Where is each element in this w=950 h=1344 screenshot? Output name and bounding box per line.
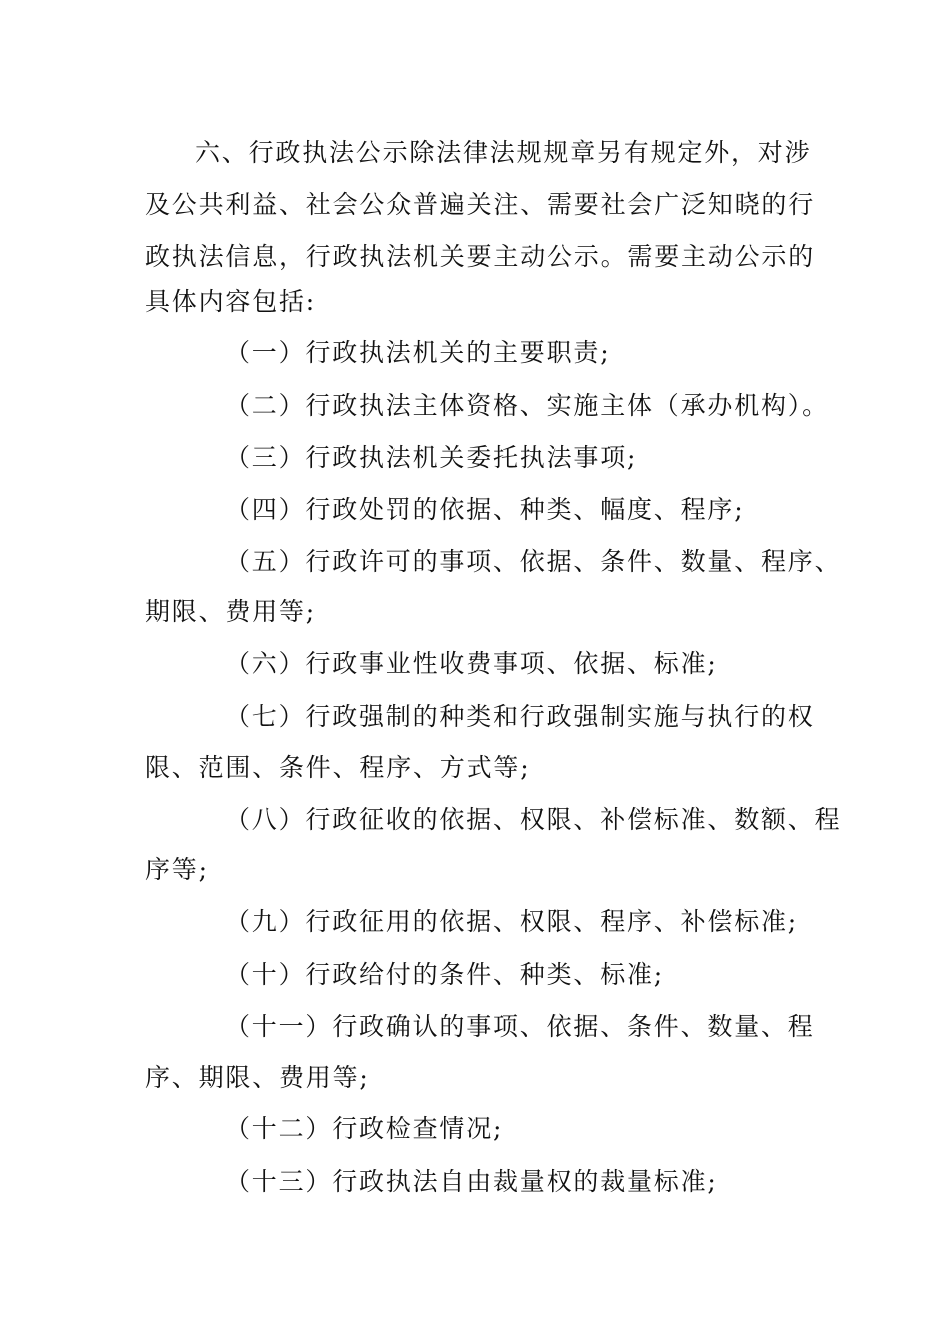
paragraph-6-line-3: 政执法信息，行政执法机关要主动公示。需要主动公示的 (145, 242, 816, 271)
paragraph-6-line-1: 六、行政执法公示除法律法规规章另有规定外，对涉 (195, 138, 812, 167)
item-10: （十）行政给付的条件、种类、标准; (225, 960, 665, 989)
item-1: （一）行政执法机关的主要职责; (225, 338, 611, 367)
item-7-line-1: （七）行政强制的种类和行政强制实施与执行的权 (225, 702, 815, 731)
paragraph-6-line-4: 具体内容包括: (145, 287, 317, 316)
item-5-line-1: （五）行政许可的事项、依据、条件、数量、程序、 (225, 547, 842, 576)
item-13: （十三）行政执法自由裁量权的裁量标准; (225, 1167, 718, 1196)
item-7-line-2: 限、范围、条件、程序、方式等; (145, 753, 531, 782)
item-8-line-1: （八）行政征收的依据、权限、补偿标准、数额、程 (225, 805, 842, 834)
item-2: （二）行政执法主体资格、实施主体（承办机构）。 (225, 391, 829, 420)
item-5-line-2: 期限、费用等; (145, 597, 317, 626)
item-6: （六）行政事业性收费事项、依据、标准; (225, 649, 718, 678)
item-4: （四）行政处罚的依据、种类、幅度、程序; (225, 495, 745, 524)
paragraph-6-line-2: 及公共利益、社会公众普遍关注、需要社会广泛知晓的行 (145, 190, 816, 219)
item-12: （十二）行政检查情况; (225, 1114, 504, 1143)
item-9: （九）行政征用的依据、权限、程序、补偿标准; (225, 907, 799, 936)
item-8-line-2: 序等; (145, 855, 209, 884)
item-3: （三）行政执法机关委托执法事项; (225, 443, 638, 472)
item-11-line-1: （十一）行政确认的事项、依据、条件、数量、程 (225, 1012, 815, 1041)
item-11-line-2: 序、期限、费用等; (145, 1063, 370, 1092)
